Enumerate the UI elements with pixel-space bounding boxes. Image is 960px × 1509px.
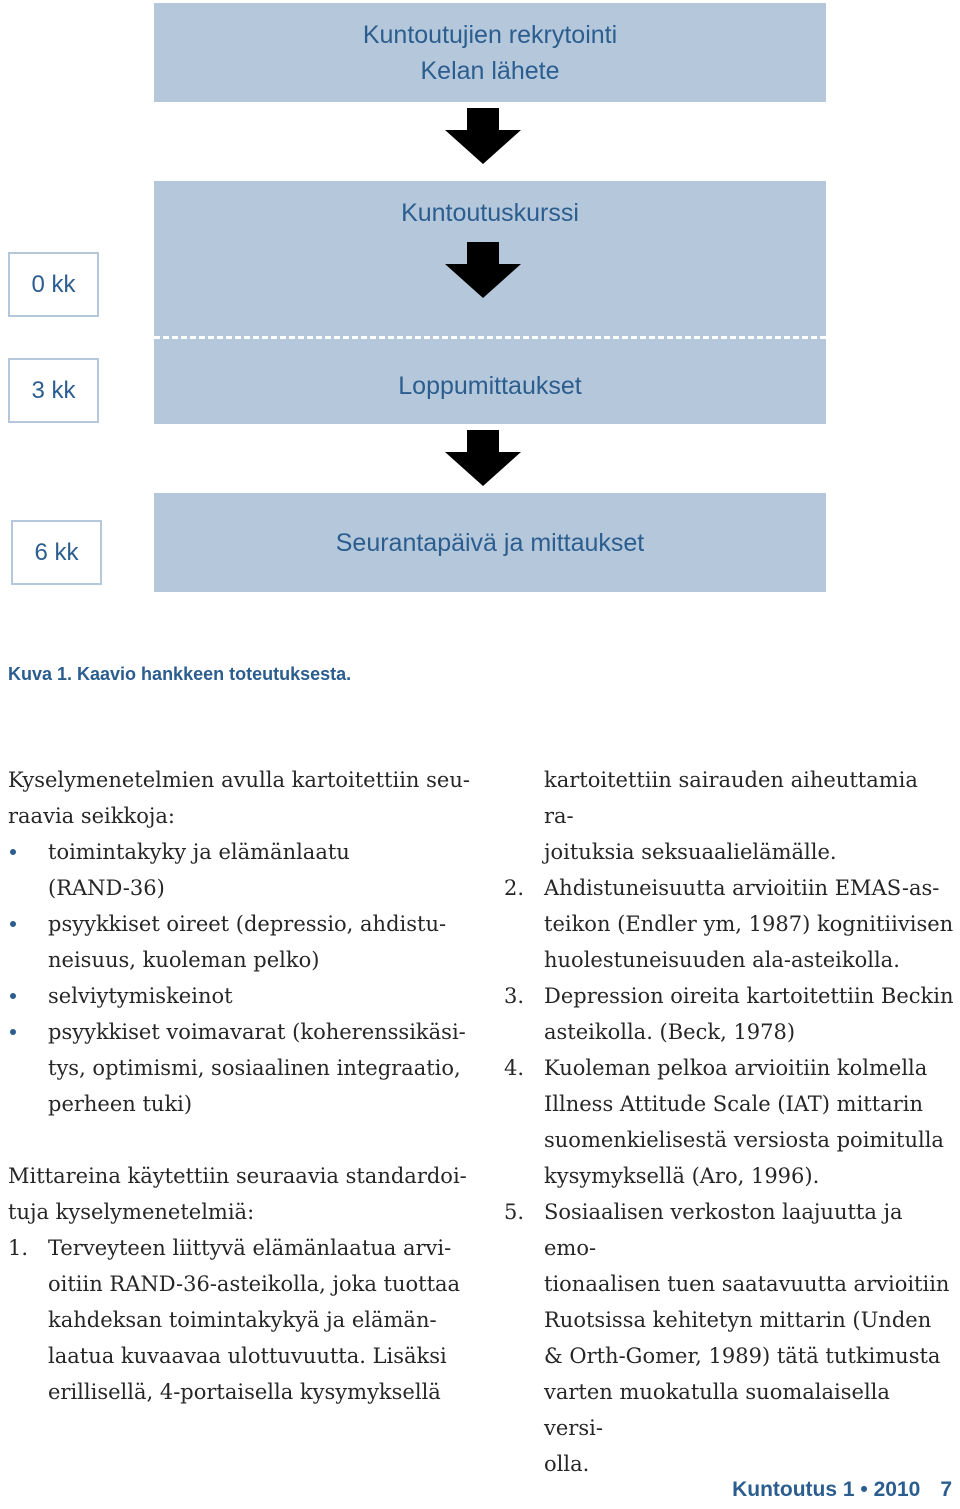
item-line: teikon (Endler ym, 1987) kognitiivisen — [544, 912, 954, 936]
item-number: 1. — [8, 1236, 29, 1260]
intro-line: raavia seikkoja: — [8, 804, 175, 828]
item-line: Sosiaalisen verkoston laajuutta ja emo- — [544, 1200, 903, 1260]
intro2-line: tuja kyselymenetelmiä: — [8, 1200, 255, 1224]
bullet-item — [8, 834, 478, 906]
item-line: kysymyksellä (Aro, 1996). — [544, 1164, 820, 1188]
continuation-line: kartoitettiin sairauden aiheuttamia ra- — [544, 768, 918, 828]
left-column — [8, 762, 478, 1410]
bullet-line: tys, optimismi, sosiaalinen integraatio, — [48, 1056, 461, 1080]
week-3-box — [8, 358, 99, 423]
figure-caption: Kuva 1. Kaavio hankkeen toteutuksesta. — [8, 664, 352, 684]
bullet-line: toimintakyky ja elämänlaatu — [48, 840, 350, 864]
numbered-item — [8, 1230, 478, 1410]
bullet-line: psyykkiset voimavarat (koherenssikäsi- — [48, 1020, 466, 1044]
week-6-label: 6 kk — [34, 538, 79, 566]
step-final-label-wrap — [154, 372, 826, 401]
page-footer — [732, 1478, 952, 1502]
intro2-line: Mittareina käytettiin seuraavia standardoi- — [8, 1164, 467, 1188]
item-line: huolestuneisuuden ala-asteikolla. — [544, 948, 900, 972]
week-0-box — [8, 252, 99, 317]
item-number: 5. — [504, 1200, 525, 1224]
continuation — [504, 762, 954, 870]
item-line: asteikolla. (Beck, 1978) — [544, 1020, 796, 1044]
item-line: laatua kuvaavaa ulottuvuutta. Lisäksi — [48, 1344, 447, 1368]
item-number: 3. — [504, 984, 525, 1008]
step-course-label: Kuntoutuskurssi — [401, 199, 579, 227]
page-number: 7 — [940, 1478, 952, 1501]
item-line: varten muokatulla suomalaisella versi- — [544, 1380, 890, 1440]
bullet-icon — [10, 1029, 16, 1035]
numbered-item — [504, 1050, 954, 1194]
item-number: 2. — [504, 876, 525, 900]
step-final-measurements-label: Loppumittaukset — [398, 372, 582, 400]
item-line: Terveyteen liittyvä elämänlaatua arvi- — [48, 1236, 452, 1260]
bullet-item — [8, 1014, 478, 1122]
week-3-label: 3 kk — [31, 376, 76, 404]
divider-dashed — [154, 336, 826, 339]
item-line: Illness Attitude Scale (IAT) mittarin — [544, 1092, 923, 1116]
step-followup-box — [154, 493, 826, 592]
item-line: Ahdistuneisuutta arvioitiin EMAS-as- — [544, 876, 940, 900]
item-line: Depression oireita kartoitettiin Beckin — [544, 984, 954, 1008]
bullet-line: neisuus, kuoleman pelko) — [48, 948, 320, 972]
item-line: kahdeksan toimintakykyä ja elämän- — [48, 1308, 437, 1332]
spacer — [8, 1122, 478, 1158]
right-column — [504, 762, 954, 1482]
publication-label: Kuntoutus 1 • 2010 — [732, 1478, 921, 1501]
numbered-item — [504, 1194, 954, 1482]
step-followup-label: Seurantapäivä ja mittaukset — [335, 528, 645, 557]
bullet-item — [8, 978, 478, 1014]
item-line: olla. — [544, 1452, 590, 1476]
bullet-icon — [10, 849, 16, 855]
step-recruitment-line2: Kelan lähete — [420, 56, 560, 85]
item-line: tionaalisen tuen saatavuutta arvioitiin — [544, 1272, 950, 1296]
arrow-down-icon — [445, 242, 521, 298]
arrow-down-icon — [445, 108, 521, 164]
arrow-down-icon — [445, 430, 521, 486]
step-recruitment-line1: Kuntoutujien rekrytointi — [362, 20, 618, 49]
item-line: Ruotsissa kehitetyn mittarin (Unden — [544, 1308, 932, 1332]
numbered-item — [504, 870, 954, 978]
item-line: erillisellä, 4-portaisella kysymyksellä — [48, 1380, 441, 1404]
continuation-line: joituksia seksuaalielämälle. — [544, 840, 837, 864]
week-0-label: 0 kk — [31, 270, 76, 298]
bullet-icon — [10, 921, 16, 927]
bullet-line: selviytymiskeinot — [48, 984, 233, 1008]
bullet-item — [8, 906, 478, 978]
bullet-line: (RAND-36) — [48, 876, 165, 900]
item-number: 4. — [504, 1056, 525, 1080]
item-line: suomenkielisestä versiosta poimitulla — [544, 1128, 944, 1152]
item-line: & Orth-Gomer, 1989) tätä tutkimusta — [544, 1344, 941, 1368]
bullet-line: perheen tuki) — [48, 1092, 193, 1116]
item-line: oitiin RAND-36-asteikolla, joka tuottaa — [48, 1272, 461, 1296]
numbered-item — [504, 978, 954, 1050]
week-6-box — [11, 520, 102, 585]
bullet-icon — [10, 993, 16, 999]
item-line: Kuoleman pelkoa arvioitiin kolmella — [544, 1056, 928, 1080]
bullet-line: psyykkiset oireet (depressio, ahdistu- — [48, 912, 447, 936]
intro-line: Kyselymenetelmien avulla kartoitettiin seu- — [8, 768, 470, 792]
step-recruitment-box — [154, 3, 826, 102]
